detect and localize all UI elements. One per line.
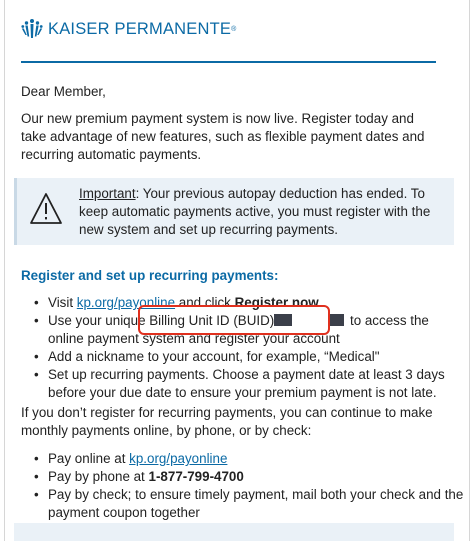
register-now-text: Register now [234,295,319,310]
warning-triangle-icon [29,192,63,226]
step-nickname: • Add a nickname to your account, for example, “Medical" [36,348,466,366]
payment-options [20,450,466,522]
header-divider [21,61,436,63]
important-notice [14,178,454,245]
option-phone [36,468,466,486]
alternative-payments-text: If you don’t register for recurring payments, you can continue to make monthly payments online, by phone, or by check: [21,405,433,438]
brand-name: KAISER PERMANENTE [48,19,232,38]
intro-paragraph: Our new premium payment system is now live. Register today and take advantage of new features, such as flexible payment dates and recurring automatic payments. [21,111,425,162]
step-visit-prefix: Visit [48,295,77,310]
notice-text [79,185,451,239]
option-check: • Pay by check; to ensure timely payment, mail both your check and the payment coupon together [36,486,466,522]
option-online-prefix: Pay online at [48,451,130,466]
payonline-link[interactable]: kp.org/payonline [76,295,176,310]
phone-number: 1-877-799-4700 [148,469,244,484]
option-phone-prefix: Pay by phone at [48,469,149,484]
notice-important-label: Important [79,186,136,201]
greeting: Dear Member, [21,84,106,99]
brand-registered-mark: ® [231,25,237,33]
footer-band [14,523,454,541]
option-online [36,450,466,468]
section-title: Register and set up recurring payments: [21,268,279,283]
buid-field-label: Billing Unit ID (BUID) [149,313,275,328]
kp-people-icon [21,18,43,40]
notice-body: : Your previous autopay deduction has ended. To keep automatic payments active, you must register with the new system and set up recurring payments. [79,186,431,237]
step-recurring: • Set up recurring payments. Choose a payment date at least 3 days before your due date to ensure your premium payment is not late. [36,366,466,402]
step-buid-suffix: to access the online payment system and register your account [48,313,429,346]
buid-highlight-box [138,305,330,335]
brand-logo [21,18,236,40]
payonline-link-2[interactable]: kp.org/payonline [129,451,228,466]
step-buid-prefix: Use your unique [48,313,150,328]
step-visit-mid: and click [175,295,235,310]
